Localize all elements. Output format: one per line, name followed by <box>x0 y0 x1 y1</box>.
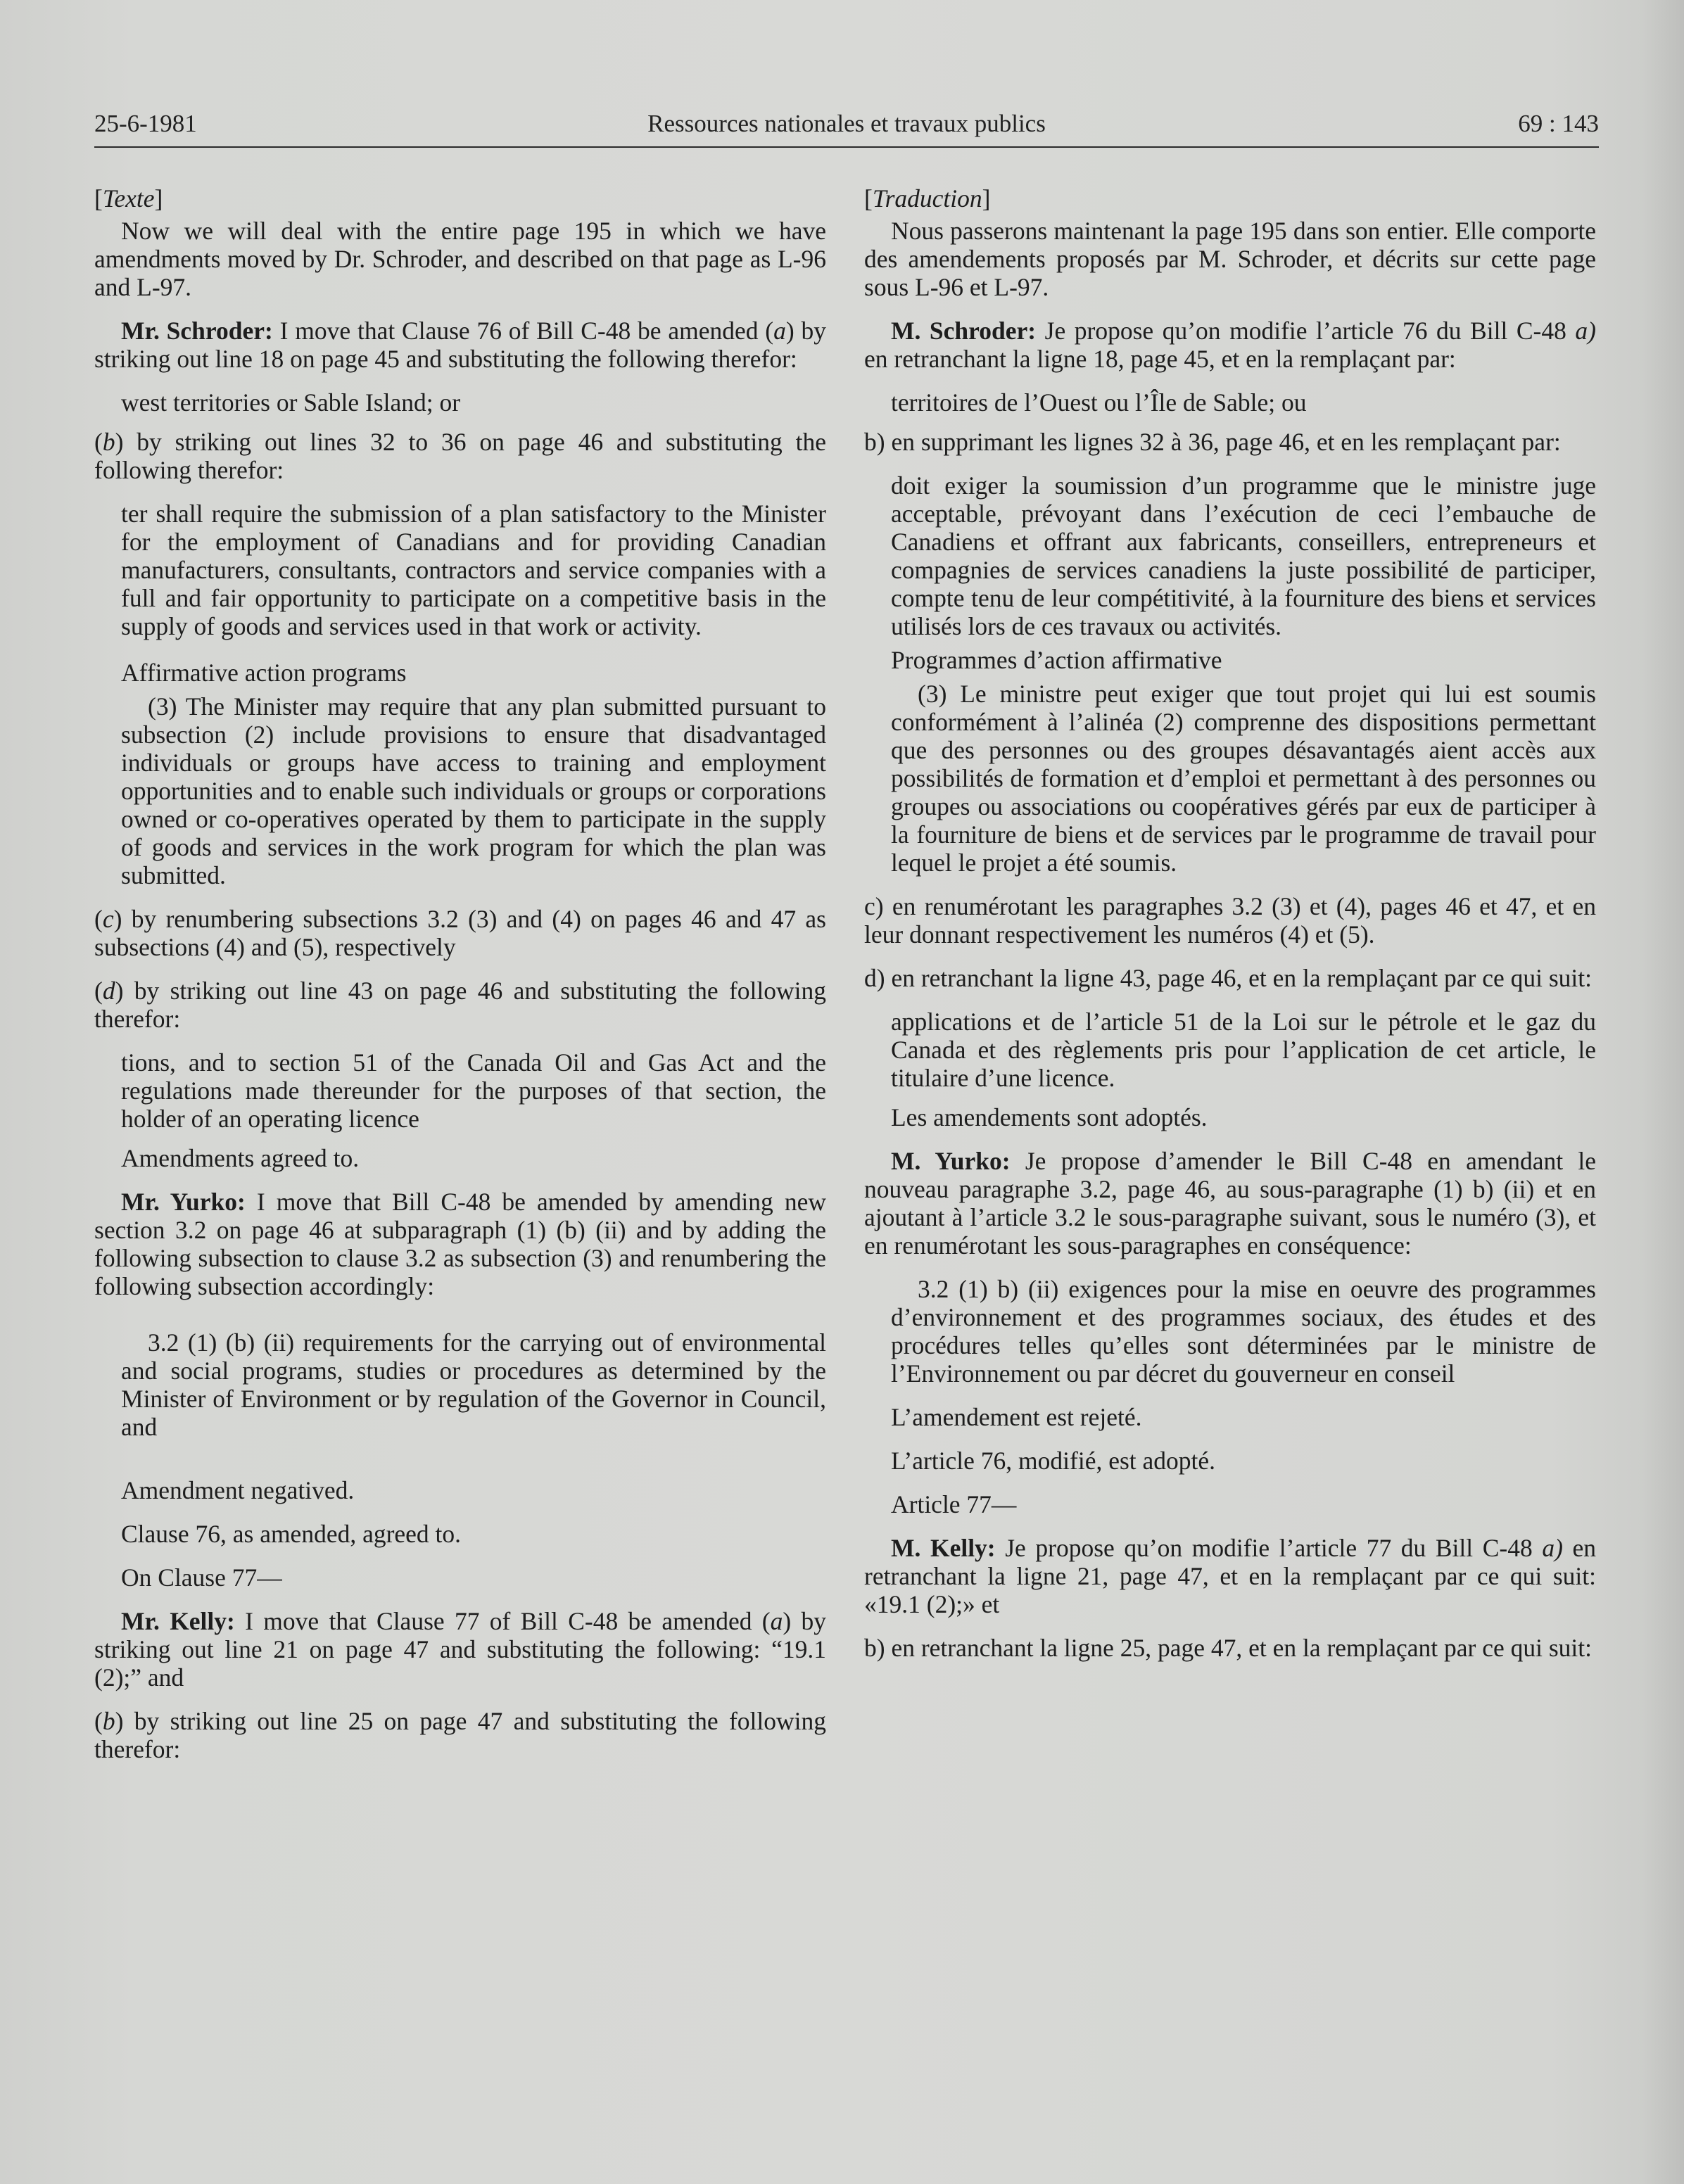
paragraph: b) en retranchant la ligne 25, page 47, et en la remplaçant par ce qui suit: <box>864 1634 1593 1662</box>
speaker-name: M. Schroder: <box>891 317 1037 345</box>
paragraph: Clause 76, as amended, agreed to. <box>121 1520 462 1548</box>
quoted-text: applications et de l’article 51 de la Loi sur le pétrole et le gaz du Canada et des règlements pris pour l’application de cet article, le titulaire d’une licence. <box>891 1008 1596 1092</box>
paragraph: Nous passerons maintenant la page 195 dans son entier. Elle comporte des amendements proposés par M. Schroder, et décrits sur cette page sous L-96 et L-97. <box>864 217 1596 301</box>
paragraph: L’amendement est rejeté. <box>891 1403 1142 1431</box>
paragraph: Amendment negatived. <box>121 1476 355 1504</box>
quoted-text: 3.2 (1) (b) (ii) requirements for the carrying out of environmental and social programs, studies or procedures as determined by the Minister of Environment or by regulation of the Governor in Council, and <box>121 1328 826 1441</box>
paragraph: (c) by renumbering subsections 3.2 (3) and (4) on pages 46 and 47 as subsections (4) and (5), respectively <box>94 905 826 961</box>
english-column <box>94 184 826 1779</box>
paragraph: b) en supprimant les lignes 32 à 36, page 46, et en les remplaçant par: <box>864 428 1561 456</box>
header-title: Ressources nationales et travaux publics <box>647 110 1046 137</box>
speaker-name: Mr. Yurko: <box>121 1188 246 1216</box>
paragraph: Amendments agreed to. <box>121 1144 360 1172</box>
paragraph: M. Schroder: Je propose qu’on modifie l’article 76 du Bill C-48 a) en retranchant la ligne 18, page 45, et en la remplaçant par: <box>864 317 1596 373</box>
speaker-name: M. Kelly: <box>891 1534 996 1562</box>
paragraph: L’article 76, modifié, est adopté. <box>891 1447 1216 1475</box>
paragraph: On Clause 77— <box>121 1563 282 1592</box>
paragraph: Mr. Kelly: I move that Clause 77 of Bill C-48 be amended (a) by striking out line 21 on page 47 and substituting the following: “19.1 (2);” and <box>94 1607 826 1691</box>
paragraph: Article 77— <box>891 1490 1017 1518</box>
section-tag: [Traduction] <box>864 184 991 212</box>
section-tag: [Texte] <box>94 184 163 212</box>
paragraph: Mr. Yurko: I move that Bill C-48 be amended by amending new section 3.2 on page 46 at subparagraph (1) (b) (ii) and by adding the following subsection to clause 3.2 as subsection (3) and renumbering the following subsection accordingly: <box>94 1188 826 1300</box>
quoted-text: doit exiger la soumission d’un programme que le ministre juge acceptable, prévoyant dans l’exécution de ceci l’embauche de Canadiens et offrant aux fabricants, conseillers, entrepreneurs et compagnies de services canadiens la juste possibilité de participer, compte tenu de leur compétitivité, à la fourniture des biens et services utilisés lors de ces travaux ou activités. <box>891 471 1596 640</box>
quoted-text: (3) Le ministre peut exiger que tout projet qui lui est soumis conformément à l’alinéa (2) comprenne des dispositions permettant que des personnes ou des groupes désavantagés aient accès aux possibilités de formation et d’emploi et permettant à des personnes ou groupes ou associations ou coopératives gérés par eux de participer à la fourniture de biens et de services par le programme de travail pour lequel le projet a été soumis. <box>891 680 1596 877</box>
paragraph: (d) by striking out line 43 on page 46 and substituting the following therefor: <box>94 977 826 1033</box>
paragraph: M. Yurko: Je propose d’amender le Bill C-48 en amendant le nouveau paragraphe 3.2, page 46, au sous-paragraphe (1) b) (ii) et en ajoutant à l’article 3.2 le sous-paragraphe suivant, sous le numéro (3), et en renumérotant les sous-paragraphes en conséquence: <box>864 1147 1596 1259</box>
paragraph: (b) by striking out line 25 on page 47 and substituting the following therefor: <box>94 1707 826 1763</box>
paragraph: d) en retranchant la ligne 43, page 46, et en la remplaçant par ce qui suit: <box>864 964 1593 992</box>
paragraph: M. Kelly: Je propose qu’on modifie l’article 77 du Bill C-48 a) en retranchant la ligne 21, page 47, et en la remplaçant par ce qui suit: «19.1 (2);» et <box>864 1534 1596 1618</box>
quoted-text: (3) The Minister may require that any plan submitted pursuant to subsection (2) include provisions to ensure that disadvantaged individuals or groups have access to training and employment opportunities and to enable such individuals or groups or corporations owned or co-operatives operated by them to participate in the supply of goods and services in the work program for which the plan was submitted. <box>121 692 826 889</box>
page-header <box>94 110 1599 148</box>
speaker-name: Mr. Kelly: <box>121 1607 235 1635</box>
speaker-name: Mr. Schroder: <box>121 317 273 345</box>
header-date: 25-6-1981 <box>94 110 197 137</box>
quoted-heading: Affirmative action programs <box>121 659 407 687</box>
quoted-text: 3.2 (1) b) (ii) exigences pour la mise en oeuvre des programmes d’environnement et des programmes sociaux, des études et des procédures telles qu’elles sont déterminées par le ministre de l’Environnement ou par décret du gouverneur en conseil <box>891 1275 1596 1388</box>
quoted-text: tions, and to section 51 of the Canada Oil and Gas Act and the regulations made thereunder for the purposes of that section, the holder of an operating licence <box>121 1048 826 1133</box>
paragraph: Now we will deal with the entire page 195 in which we have amendments moved by Dr. Schroder, and described on that page as L-96 and L-97. <box>94 217 826 301</box>
paragraph: c) en renumérotant les paragraphes 3.2 (3) et (4), pages 46 et 47, et en leur donnant respectivement les numéros (4) et (5). <box>864 892 1596 948</box>
quoted-text: ter shall require the submission of a plan satisfactory to the Minister for the employment of Canadians and for providing Canadian manufacturers, consultants, contractors and service companies with a full and fair opportunity to participate on a competitive basis in the supply of goods and services used in that work or activity. <box>121 500 826 640</box>
french-column <box>864 184 1596 1677</box>
paragraph: Mr. Schroder: I move that Clause 76 of Bill C-48 be amended (a) by striking out line 18 on page 45 and substituting the following therefor: <box>94 317 826 373</box>
quoted-text: territoires de l’Ouest ou l’Île de Sable; ou <box>891 388 1307 417</box>
paragraph: Les amendements sont adoptés. <box>891 1103 1208 1131</box>
speaker-name: M. Yurko: <box>891 1147 1011 1175</box>
paragraph: (b) by striking out lines 32 to 36 on page 46 and substituting the following therefor: <box>94 428 826 484</box>
quoted-text: west territories or Sable Island; or <box>121 388 461 417</box>
quoted-heading: Programmes d’action affirmative <box>891 646 1222 674</box>
header-page-number: 69 : 143 <box>1518 110 1599 137</box>
